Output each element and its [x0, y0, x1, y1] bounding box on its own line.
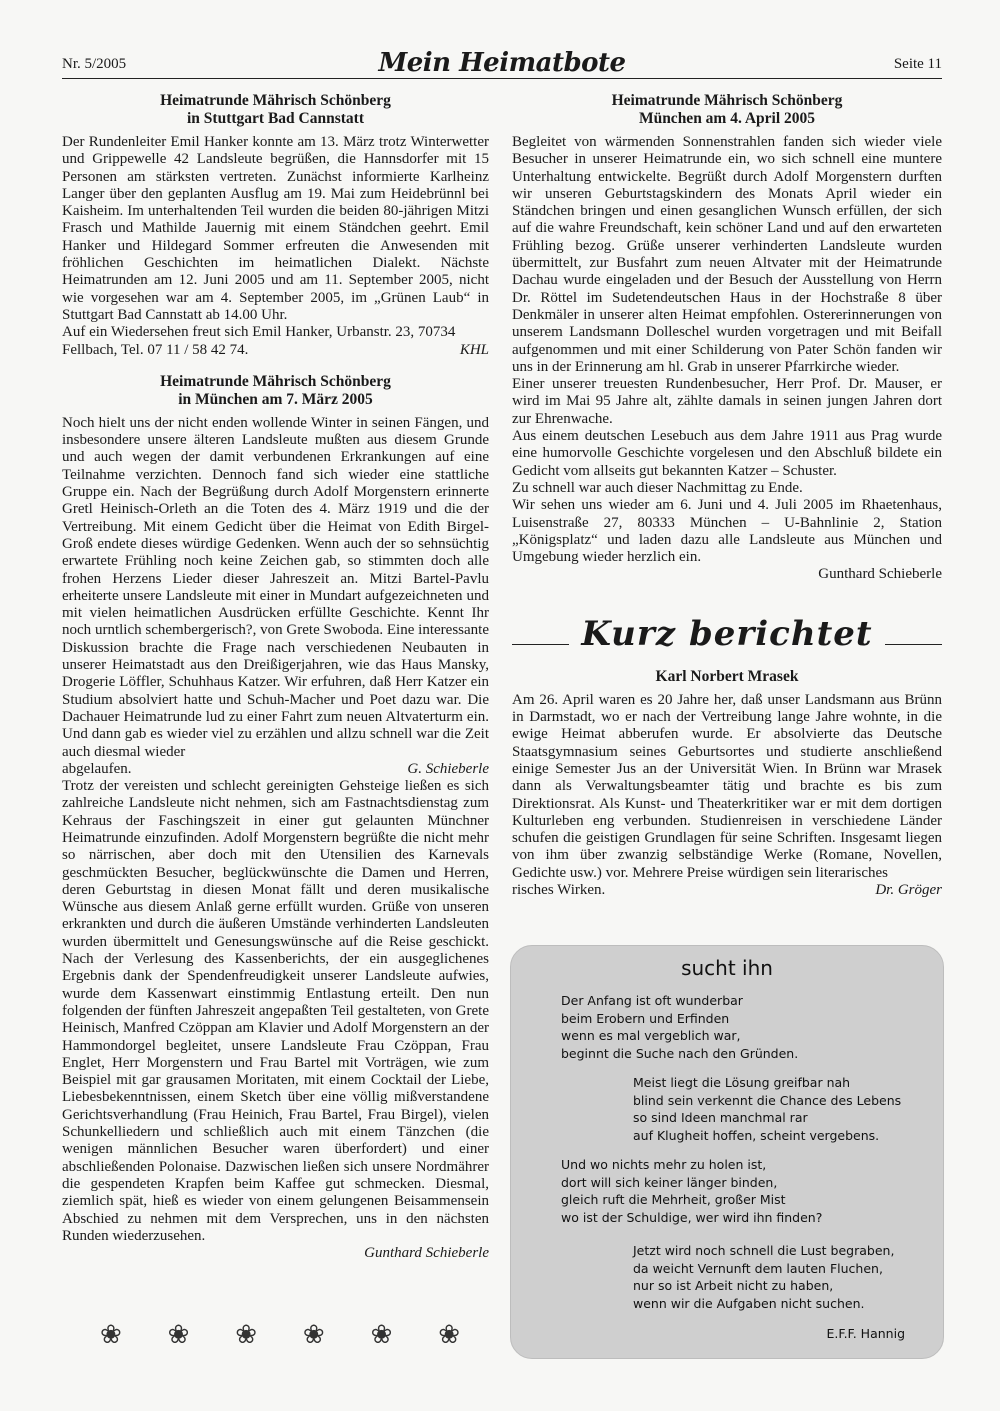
- article-muenchen-april-body: [512, 134, 942, 584]
- poem-line: wenn wir die Aufgaben nicht suchen.: [633, 1295, 865, 1311]
- masthead-logo: Mein Heimatbote: [378, 48, 626, 78]
- paragraph: Begleitet von wärmenden Sonnenstrahlen fanden sich wieder viele Besucher in unserer Heimatrunde ein, wo sich schnell eine muntere Unterhaltung entwickelte. Begrüßt durch Adolf Morgenstern durften wir unseren Geburtstagskindern des Monats April wieder ein Ständchen bringen und einen gesanglichen Wunsch erfüllen, der sich auf die wahre Freundschaft, kein schöner Land und auf den erwarteten Frühling bezog. Grüße unserer verhinderten Landsleute wurden übermittelt, zur Busfahrt zum neuen Altvater mit der Heimatrunde Dachau wurde eingeladen und der Besuch der Ausstellung von Herrn Dr. Röttel im Sudetendeutschen Haus in der Hochstraße 8 über Denkmäler in unserer alten Heimat empfohlen. Ostererinnerungen von unserem Landsmann Dolleschel wurden vorgetragen und mit Beifall aufgenommen und mit einer Schilderung von Pater Schön fanden wir uns in der Erinnerung am hl. Grab in unserer Pfarrkirche wieder.: [512, 134, 942, 375]
- poem-line: Und wo nichts mehr zu holen ist,: [561, 1157, 767, 1172]
- poem-line: Meist liegt die Lösung greifbar nah: [633, 1075, 851, 1090]
- paragraph: Am 26. April waren es 20 Jahre her, daß unser Landsmann aus Brünn in Darmstadt, wo er nach der Vertreibung lange Jahre wohnte, in die ewige Heimat abberufen wurde. Er absolvierte das Deutsche Staatsgymnasium seines Geburtsortes und studierte anschließend einige Semester Jus an der Universität Wien. In Brünn war Mrasek dann als Verwaltungsbeamter tätig und brachte es bis zum Direktionsrat. Als Kunst- und Theaterkritiker war er mit dem dortigen Kulturleben eng verbunden. Studienreisen in verschiedene Länder schufen die geistigen Grundlagen für seine Schriften. Insgesamt liegen von ihm über zwanzig selbständige Werke (Romane, Novellen, Gedichte usw.) vor. Mehrere Preise würdigen sein literarisches: [512, 691, 942, 881]
- ornament-row: [100, 1320, 460, 1350]
- author-signature: KHL: [459, 341, 489, 358]
- article-title-line: Heimatrunde Mährisch Schönberg: [160, 92, 391, 109]
- article-title-line: Heimatrunde Mährisch Schönberg: [160, 372, 391, 390]
- paragraph: risches Wirken.: [512, 881, 606, 898]
- paragraph: Aus einem deutschen Lesebuch aus dem Jahre 1911 aus Prag wurde eine humorvolle Geschichte vorgelesen und den Abschluß bildete ein Gedicht vom allseits gut bekannten Katzer – Schuster.: [512, 428, 942, 479]
- poem-line: Jetzt wird noch schnell die Lust begraben,: [633, 1243, 895, 1258]
- poem-line: auf Klugheit hoffen, scheint vergebens.: [633, 1127, 880, 1143]
- poem-line: dort will sich keiner länger binden,: [561, 1174, 778, 1190]
- poem-title: sucht ihn: [681, 956, 773, 980]
- poem-line: gleich ruft die Mehrheit, großer Mist: [561, 1192, 786, 1207]
- paragraph: Trotz der vereisten und schlecht gereinigten Gehsteige ließen es sich zahlreiche Landsleute nicht nehmen, sich am Fastnachtsdienstag zum Kehraus der Faschingszeit in einer gut gelaunten Münchner Heimatrunde einzufinden. Adolf Morgenstern begrüßte die nicht mehr so närrischen, aber doch mit den Utensilien des Karnevals geschmückten Besucher, beglückwünschte die Damen und Herren, deren Geburtstag in diesen Monat fällt und deren musikalische Wünsche aus diesem Anlaß gerne erfüllt wurden. Grüße von unseren erkrankten und durch die äußeren Umstände verhinderten Landsleuten wurden übermittelt und Genesungswünsche auf die Reise geschickt. Nach der Verlesung des Kassenberichts, der ein ausgeglichenes Ergebnis dank der Spendenfreudigkeit unserer Landsleute aufwies, wurde dem Kassenwart einstimmig Entlastung erteilt. Den nun folgenden der fünften Jahreszeit angepaßten Teil gestalteten, von Grete Heinisch, Manfred Czöppan am Klavier und Adolf Morgenstern an der Hammondorgel begleitet, unsere Landsleute Frau Czöppan, Frau Englet, Herr Morgenstern und Frau Bartel mit Vorträgen, wie zum Beispiel mit gar grausamen Moritaten, mit einem Cocktail der Liebe, Liebesbekenntnissen, einem Sketch über eine völlig mißverstandene Gerichtsverhandlung (Frau Heinich, Frau Bartel, Frau Birgel), vielen Schunkelliedern und schließlich auch mit einem Tänzchen (die wenigen männlichen Besucher waren überfordert) und einer abschließenden Polonaise. Dazwischen ließen sich unsere Nordmährer die gespendeten Krapfen beim Kaffee gut schmecken. Diesmal, ziemlich spät, hieß es wieder von einem gelungenen Beisammensein Abschied zu nehmen mit dem Versprechen, uns in den nächsten Runden wiederzusehen.: [62, 778, 489, 1244]
- paragraph: Fellbach, Tel. 07 11 / 58 42 74.: [62, 341, 249, 358]
- poem-stanza: [561, 1156, 822, 1226]
- flower-ornament-icon: ❀: [370, 1320, 393, 1349]
- article-muenchen-maerz-title: [62, 373, 489, 409]
- paragraph: Der Rundenleiter Emil Hanker konnte am 13. März trotz Winterwetter und Grippewelle 42 Landsleute begrüßen, die Hannsdorfer mit 15 Personen am stärksten vertreten. Zunächst informierte Karlheinz Langer über den geplanten Ausflug am 19. Mai zum Heidebrünnl bei Kaisheim. Im unterhaltenden Teil wurden die beiden 80-jährigen Mitzi Frasch und Mathilde Jauernig mit einem Ständchen geehrt. Emil Hanker und Hildegard Sommer erfreuten die Anwesenden mit fröhlichen Geschichten im heimatlichen Dialekt. Nächste Heimatrunden am 12. Juni 2005 und am 11. September 2005, nicht wie vorgesehen war am 4. September 2005, im „Grünen Laub“ in Stuttgart Bad Cannstatt ab 14.00 Uhr.: [62, 134, 489, 323]
- flower-ornament-icon: ❀: [438, 1320, 460, 1349]
- poem-line: nur so ist Arbeit nicht zu haben,: [633, 1278, 834, 1293]
- paragraph: Einer unserer treuesten Rundenbesucher, Herr Prof. Dr. Mauser, er wird im Mai 95 Jahre alt, zählte damals in seinen jungen Jahren dort zur Ehrenwache.: [512, 376, 942, 427]
- author-signature: G. Schieberle: [407, 760, 489, 777]
- paragraph: Wir sehen uns wieder am 6. Juni und 4. Juli 2005 im Rhaetenhaus, Luisenstraße 27, 80333 München – U-Bahnlinie 2, Station „Königsplatz“ und laden dazu alle Landsleute aus München und Umgebung wieder herzlich ein.: [512, 497, 942, 566]
- article-title-line: München am 4. April 2005: [638, 110, 816, 127]
- closing-line: [512, 882, 942, 899]
- article-muenchen-april-title: [512, 92, 942, 128]
- paragraph: Noch hielt uns der nicht enden wollende Winter in seinen Fängen, und insbesondere unsere älteren Landsleute mußten aus diesem Grunde und auch wegen der damit verbundenen Erkrankungen auf eine Teilnahme verzichten. Dennoch fand sich wieder eine stattliche Gruppe ein. Nach der Begrüßung durch Adolf Morgenstern erinnerte Gretl Heinisch-Orleth an die Toten des 4. März 1919 und die der Vertreibung. Mit einem Gedicht über die Heimat von Edith Birgel-Groß endete dieses würdige Gedenken. Wenn auch der so sehnsüchtig erwartete Frühling noch keine Zeichen gab, so stimmten doch alle frohen Herzens Lieder dieser Jahreszeit an. Mitzi Bartel-Pavlu erheiterte unsere Landsleute mit einer in Mundart aufgezeichneten und mit vielen heimatlichen Ausdrücken erfüllte Geschichte. Kennt Ihr noch urntlich schembergerisch?, von Grete Swoboda. Eine interessante Diskussion brachte die Frage nach verschiedenen Neubauten in unserer Heimatstadt aus den Dreißigerjahren, wie das Haus Mansky, Drogerie Löffler, Schuhhaus Katzer. Wir erfuhren, daß Herr Katzer ein Studium absolviert hatte und Schuh-Macher und Poet dazu war. Die Dachauer Heimatrunde lud zu einer Fahrt zum neuen Altvaterturm ein. Und dann gab es wieder viel zu erzählen und allzu schnell war die Zeit auch diesmal wieder: [62, 414, 489, 760]
- article-title-line: in Stuttgart Bad Cannstatt: [187, 110, 364, 127]
- page-header: [62, 48, 942, 80]
- poem-line: blind sein verkennt die Chance des Lebens: [633, 1092, 902, 1108]
- paragraph: Zu schnell war auch dieser Nachmittag zu Ende.: [512, 479, 803, 496]
- poem-line: beginnt die Suche nach den Gründen.: [561, 1045, 799, 1061]
- article-title-line: Heimatrunde Mährisch Schönberg: [611, 92, 843, 109]
- flower-ornament-icon: ❀: [167, 1320, 190, 1349]
- right-column: [512, 92, 942, 899]
- poem-line: wo ist der Schuldige, wer wird ihn finden?: [561, 1209, 823, 1225]
- flower-ornament-icon: ❀: [100, 1320, 122, 1349]
- poem-author: E.F.F. Hannig: [826, 1326, 905, 1341]
- mrasek-body: [512, 692, 942, 900]
- paragraph: abgelaufen.: [62, 760, 132, 777]
- article-stuttgart-title: [62, 92, 489, 128]
- flower-ornament-icon: ❀: [302, 1320, 325, 1349]
- poem-stanza: [633, 1074, 901, 1144]
- poem-box: [510, 945, 944, 1359]
- article-title-line: in München am 7. März 2005: [178, 390, 373, 408]
- poem-line: wenn es mal vergeblich war,: [561, 1028, 741, 1043]
- author-signature: Gunthard Schieberle: [818, 566, 942, 583]
- paragraph: Auf ein Wiedersehen freut sich Emil Hanker, Urbanstr. 23, 70734: [62, 324, 456, 341]
- author-signature: Dr. Gröger: [875, 881, 942, 898]
- poem-line: so sind Ideen manchmal rar: [633, 1110, 808, 1125]
- poem-line: Der Anfang ist oft wunderbar: [561, 993, 743, 1008]
- article-muenchen-maerz-body: [62, 415, 489, 1263]
- header-rule: [62, 78, 942, 79]
- closing-line: [62, 761, 489, 778]
- kurz-berichtet-banner: [512, 610, 942, 662]
- flower-ornament-icon: ❀: [235, 1320, 258, 1349]
- section-heading: Kurz berichtet: [569, 610, 884, 658]
- poem-line: da weicht Vernunft dem lauten Fluchen,: [633, 1260, 883, 1276]
- closing-line: [62, 342, 489, 359]
- poem-stanza: [633, 1242, 894, 1312]
- article-stuttgart-body: [62, 134, 489, 359]
- page-number: Seite 11: [893, 56, 942, 72]
- author-signature: Gunthard Schieberle: [364, 1245, 489, 1262]
- mrasek-title: Karl Norbert Mrasek: [655, 667, 799, 685]
- issue-number: Nr. 5/2005: [62, 56, 127, 72]
- left-column: [62, 92, 489, 1262]
- poem-stanza: [561, 992, 798, 1062]
- poem-line: beim Erobern und Erfinden: [561, 1010, 730, 1026]
